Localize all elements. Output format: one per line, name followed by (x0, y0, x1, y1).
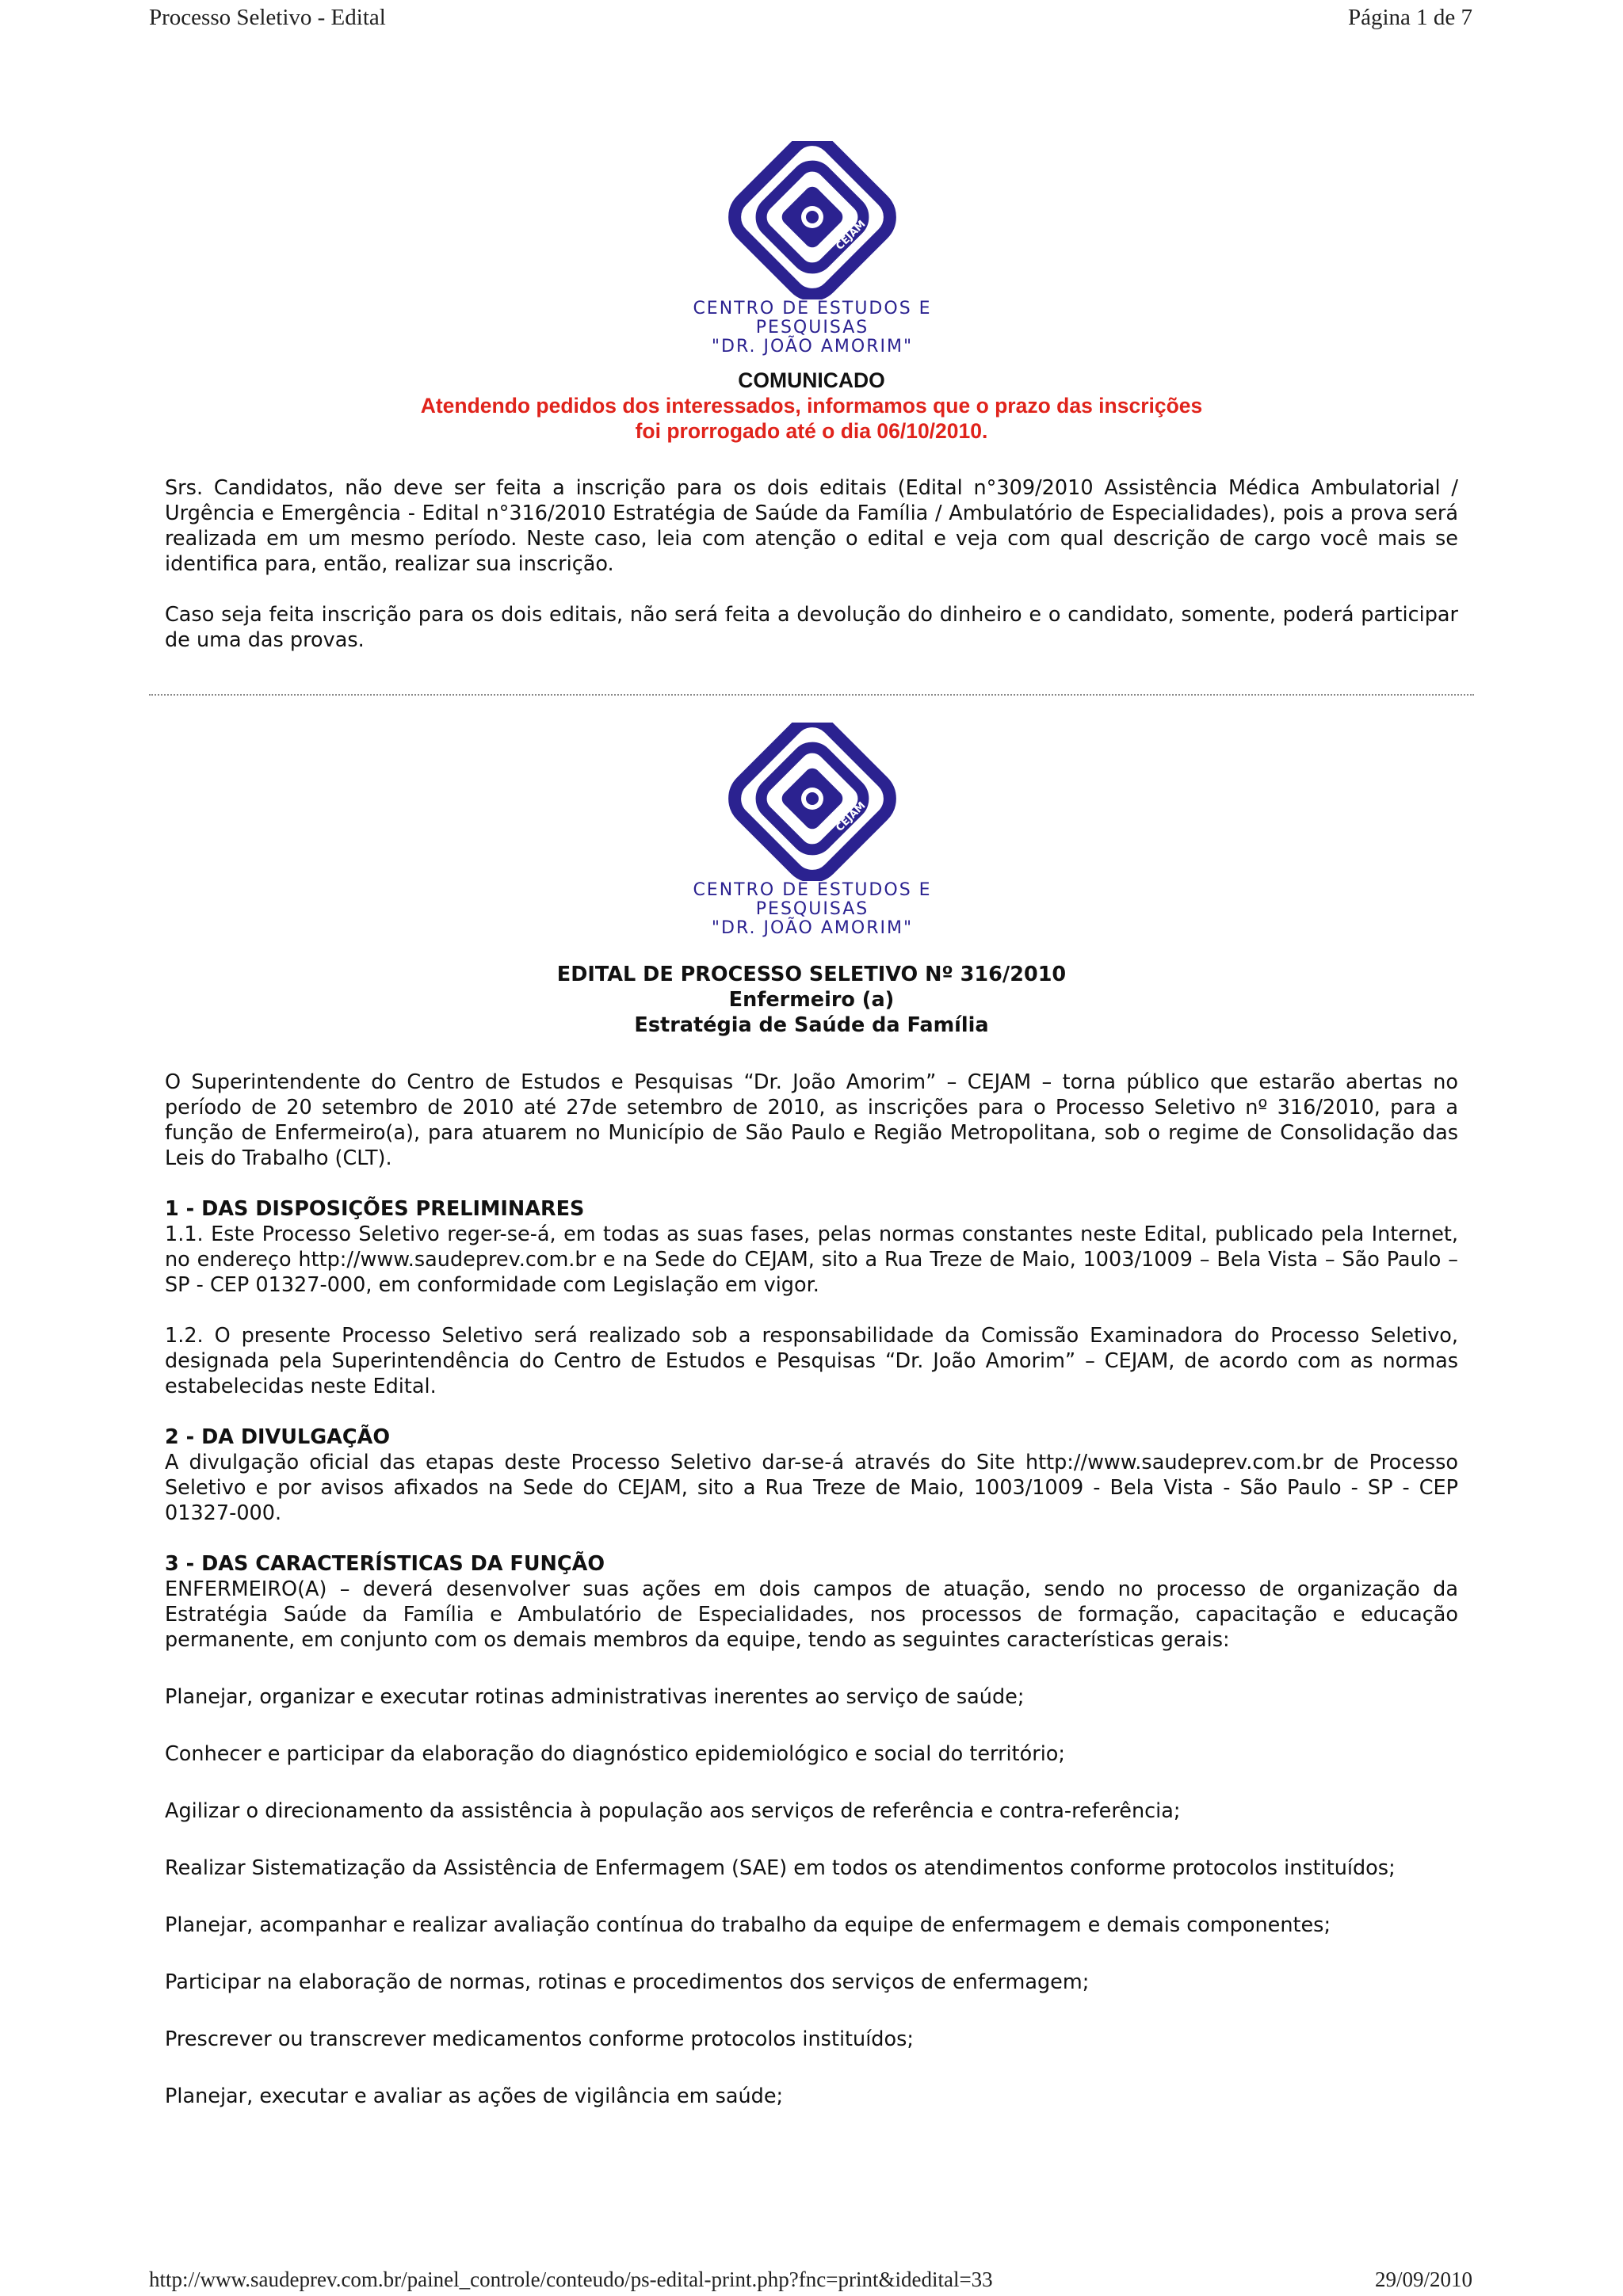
notice-body (165, 475, 1458, 653)
list-item: Planejar, organizar e executar rotinas administrativas inerentes ao serviço de saúde; (165, 1685, 1025, 1709)
svg-text:CEJAM: CEJAM (834, 799, 869, 834)
edital-role: Enfermeiro (a) (728, 988, 895, 1012)
notice-heading (165, 368, 1458, 444)
edital-program: Estratégia de Saúde da Família (634, 1013, 989, 1037)
section-3-paragraph: ENFERMEIRO(A) – deverá desenvolver suas ações em dois campos de atuação, sendo no processo de organização da Estratégia Saúde da Família e Ambulatório de Especialidades, nos processos de formação, capacitação e educação permanente, em conjunto com os demais membros da equipe, tendo as seguintes características gerais: (165, 1577, 1458, 1652)
edital-title: EDITAL DE PROCESSO SELETIVO Nº 316/2010 (556, 963, 1067, 986)
print-footer-url: http://www.saudeprev.com.br/painel_controle/conteudo/ps-edital-print.php?fnc=print&idedital=33 (149, 2267, 993, 2291)
list-item: Participar na elaboração de normas, rotinas e procedimentos dos serviços de enfermagem; (165, 1970, 1090, 1994)
logo-line-2: "DR. JOÃO AMORIM" (711, 918, 914, 938)
svg-text:CEJAM: CEJAM (834, 218, 869, 253)
section-divider (149, 694, 1474, 696)
list-item: Realizar Sistematização da Assistência de Enfermagem (SAE) em todos os atendimentos conforme protocolos instituídos; (165, 1856, 1396, 1880)
print-header-page: Página 1 de 7 (1347, 5, 1472, 30)
section-3-title: 3 - DAS CARACTERÍSTICAS DA FUNÇÃO (165, 1552, 605, 1576)
list-item: Agilizar o direcionamento da assistência à população aos serviços de referência e contra-referência; (165, 1799, 1181, 1823)
edital-body (165, 1070, 1458, 2109)
logo-line-1: CENTRO DE ESTUDOS E PESQUISAS (693, 880, 932, 919)
list-item: Conhecer e participar da elaboração do diagnóstico epidemiológico e social do território; (165, 1742, 1065, 1766)
notice-title: COMUNICADO (738, 368, 885, 392)
list-item: Planejar, acompanhar e realizar avaliação contínua do trabalho da equipe de enfermagem e demais componentes; (165, 1913, 1331, 1937)
section-2-paragraph: A divulgação oficial das etapas deste Processo Seletivo dar-se-á através do Site http://www.saudeprev.com.br de Processo Seletivo e por avisos afixados na Sede do CEJAM, sito a Rua Treze de Maio, 1003/1009 - Bela Vista - São Paulo - SP - CEP 01327-000. (165, 1451, 1458, 1525)
cejam-seal-icon (721, 141, 903, 299)
notice-red-line-1: Atendendo pedidos dos interessados, informamos que o prazo das inscrições (420, 394, 1203, 418)
list-item: Planejar, executar e avaliar as ações de vigilância em saúde; (165, 2084, 784, 2108)
section-2-title: 2 - DA DIVULGAÇÃO (165, 1425, 390, 1449)
cejam-seal-icon (721, 723, 903, 881)
edital-heading (165, 962, 1458, 1038)
notice-red-line-2: foi prorrogado até o dia 06/10/2010. (635, 419, 988, 443)
notice-paragraph-1: Srs. Candidatos, não deve ser feita a inscrição para os dois editais (Edital n°309/2010 Assistência Médica Ambulatorial / Urgência e Emergência - Edital n°316/2010 Estratégia de Saúde da Família / Ambulatório de Especialidades), pois a prova será realizada em um mesmo período. Neste caso, leia com atenção o edital e veja com qual descrição de cargo você mais se identifica para, então, realizar sua inscrição. (165, 476, 1458, 576)
logo-line-1: CENTRO DE ESTUDOS E PESQUISAS (693, 299, 932, 338)
list-item: Prescrever ou transcrever medicamentos conforme protocolos instituídos; (165, 2027, 914, 2051)
notice-paragraph-2: Caso seja feita inscrição para os dois editais, não será feita a devolução do dinheiro e o candidato, somente, poderá participar de uma das provas. (165, 603, 1458, 652)
print-header-title: Processo Seletivo - Edital (149, 5, 386, 30)
cejam-logo-top (634, 141, 991, 357)
cejam-logo-bottom (634, 723, 991, 938)
section-1-title: 1 - DAS DISPOSIÇÕES PRELIMINARES (165, 1197, 585, 1221)
logo-line-2: "DR. JOÃO AMORIM" (711, 337, 914, 357)
edital-intro: O Superintendente do Centro de Estudos e Pesquisas “Dr. João Amorim” – CEJAM – torna público que estarão abertas no período de 20 setembro de 2010 até 27de setembro de 2010, as inscrições para o Processo Seletivo nº 316/2010, para a função de Enfermeiro(a), para atuarem no Município de São Paulo e Região Metropolitana, sob o regime de Consolidação das Leis do Trabalho (CLT). (165, 1070, 1458, 1170)
section-1-paragraph-1: 1.1. Este Processo Seletivo reger-se-á, em todas as suas fases, pelas normas constantes neste Edital, publicado pela Internet, no endereço http://www.saudeprev.com.br e na Sede do CEJAM, sito a Rua Treze de Maio, 1003/1009 – Bela Vista – São Paulo – SP - CEP 01327-000, em conformidade com Legislação em vigor. (165, 1222, 1458, 1297)
section-1-paragraph-2: 1.2. O presente Processo Seletivo será realizado sob a responsabilidade da Comissão Examinadora do Processo Seletivo, designada pela Superintendência do Centro de Estudos e Pesquisas “Dr. João Amorim” – CEJAM, de acordo com as normas estabelecidas neste Edital. (165, 1324, 1458, 1398)
print-footer-date: 29/09/2010 (1374, 2267, 1472, 2291)
